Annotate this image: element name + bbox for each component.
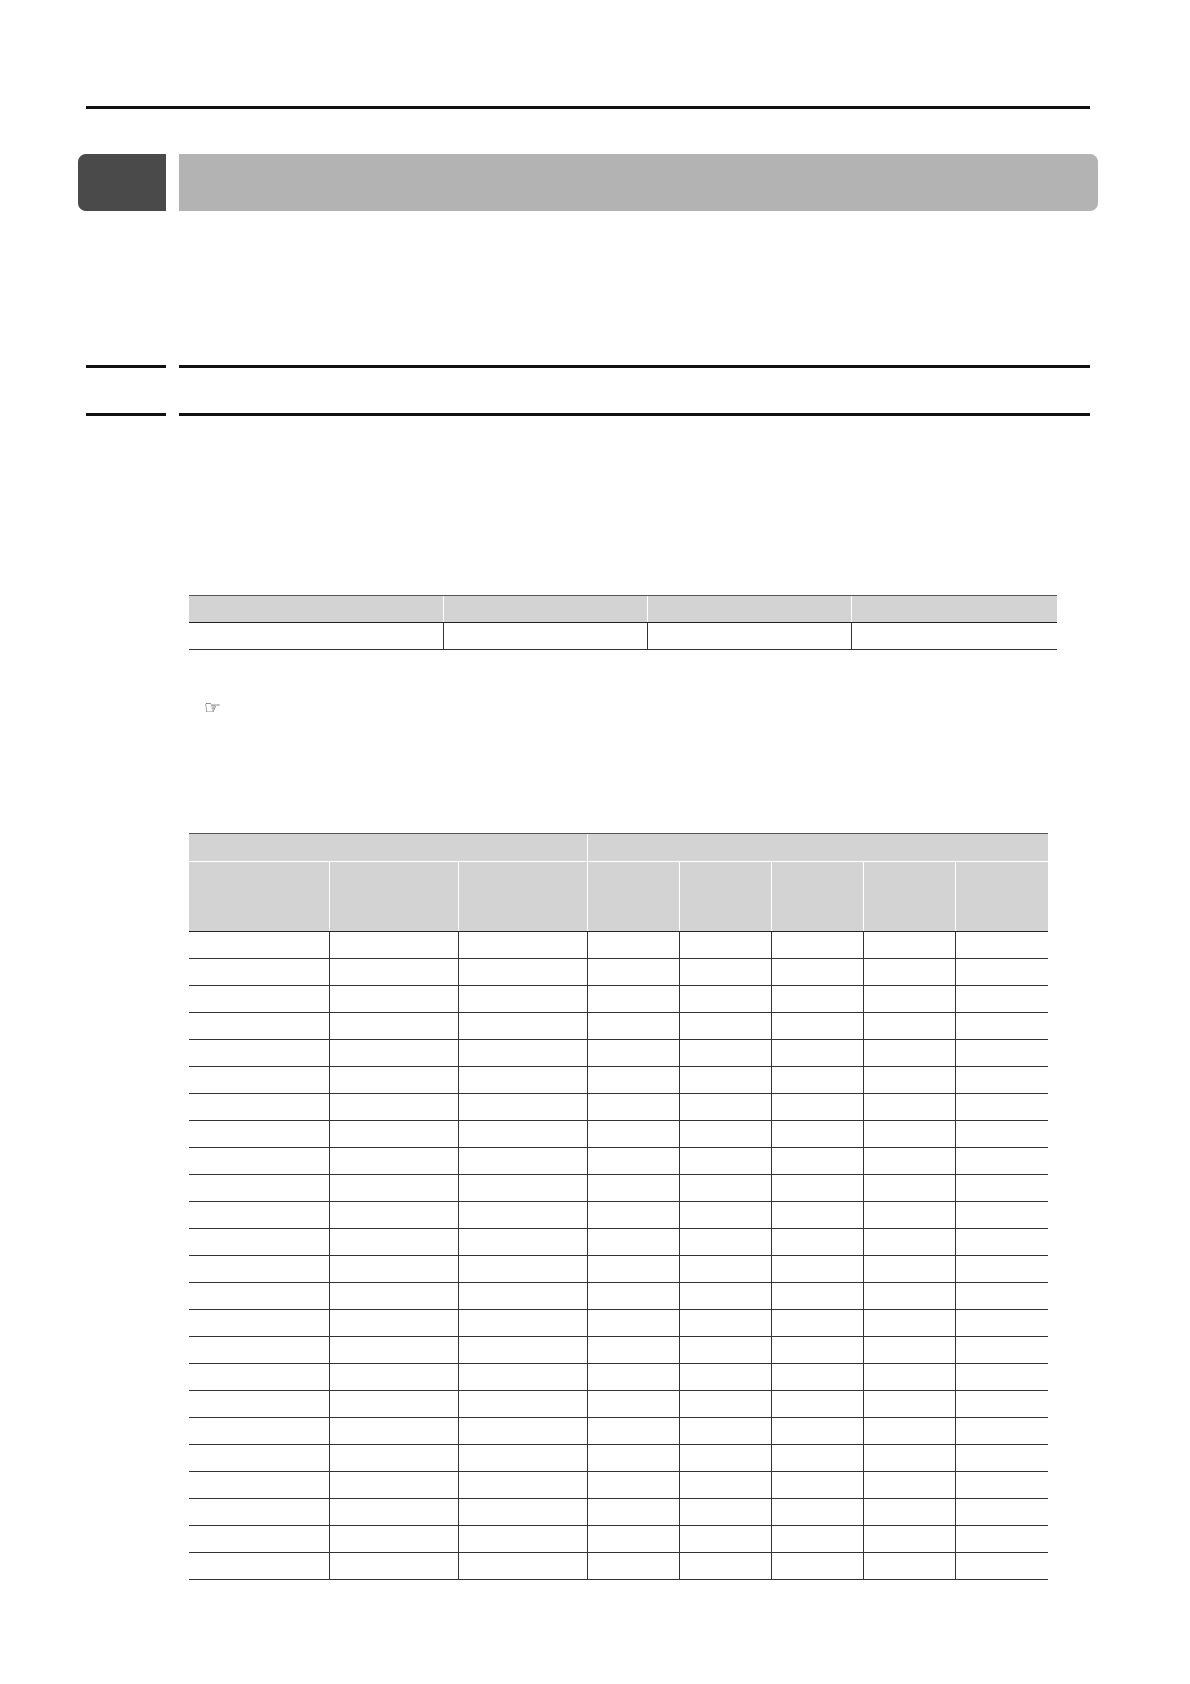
table-cell xyxy=(955,986,1048,1013)
table-cell xyxy=(955,1148,1048,1175)
table-cell xyxy=(771,1418,863,1445)
table-cell xyxy=(955,1256,1048,1283)
table-cell xyxy=(329,1553,458,1580)
table-cell xyxy=(587,1526,679,1553)
table-cell xyxy=(189,1094,329,1121)
table-cell xyxy=(329,1040,458,1067)
table-cell xyxy=(771,1445,863,1472)
table-cell xyxy=(771,1040,863,1067)
table-cell xyxy=(189,932,329,959)
table-cell xyxy=(679,1175,771,1202)
table-row xyxy=(189,1418,1048,1445)
table-cell xyxy=(771,1364,863,1391)
table-cell xyxy=(771,1499,863,1526)
table-cell xyxy=(863,1472,955,1499)
table-cell xyxy=(955,1202,1048,1229)
table-cell xyxy=(955,1013,1048,1040)
table-cell xyxy=(587,1094,679,1121)
table-cell xyxy=(863,1418,955,1445)
table-cell xyxy=(587,1283,679,1310)
table-cell xyxy=(863,1445,955,1472)
table-cell xyxy=(587,1067,679,1094)
table-row xyxy=(189,1337,1048,1364)
table-cell xyxy=(955,1337,1048,1364)
table-cell xyxy=(863,1391,955,1418)
table-cell xyxy=(189,1013,329,1040)
table-cell xyxy=(458,1418,587,1445)
table-cell xyxy=(587,1202,679,1229)
table-cell xyxy=(863,959,955,986)
table-cell xyxy=(189,1391,329,1418)
table-header-row xyxy=(189,596,1057,623)
table-cell xyxy=(955,1175,1048,1202)
table-cell xyxy=(587,1472,679,1499)
table-cell xyxy=(771,932,863,959)
table-row xyxy=(189,1499,1048,1526)
table-cell xyxy=(863,1337,955,1364)
table-cell xyxy=(587,1175,679,1202)
table-row xyxy=(189,1553,1048,1580)
table-cell xyxy=(679,1013,771,1040)
table-header-row xyxy=(189,862,1048,932)
table-cell xyxy=(329,959,458,986)
table-row xyxy=(189,986,1048,1013)
table-cell xyxy=(771,1121,863,1148)
section-rule-top xyxy=(179,365,1090,368)
table-cell xyxy=(863,1013,955,1040)
table-cell xyxy=(679,1202,771,1229)
table-row xyxy=(189,959,1048,986)
table-cell xyxy=(771,1526,863,1553)
table-cell xyxy=(955,1526,1048,1553)
table-cell xyxy=(771,1256,863,1283)
table-cell xyxy=(458,986,587,1013)
section-rule-top-left xyxy=(86,365,166,368)
table-cell xyxy=(587,1418,679,1445)
table-cell xyxy=(955,1094,1048,1121)
table-cell xyxy=(771,1229,863,1256)
table-cell xyxy=(189,1040,329,1067)
table-cell xyxy=(679,932,771,959)
table-cell xyxy=(189,1445,329,1472)
table-cell xyxy=(955,1418,1048,1445)
table-cell xyxy=(458,1391,587,1418)
table-cell xyxy=(863,1526,955,1553)
table-cell xyxy=(458,1202,587,1229)
table-cell xyxy=(587,1310,679,1337)
table-cell xyxy=(679,1418,771,1445)
table-cell xyxy=(189,1553,329,1580)
table-cell xyxy=(189,1175,329,1202)
table-cell xyxy=(458,1337,587,1364)
table-cell xyxy=(458,1526,587,1553)
table-cell xyxy=(458,1229,587,1256)
table-row xyxy=(189,1175,1048,1202)
table-cell xyxy=(863,1283,955,1310)
table-cell xyxy=(863,986,955,1013)
table-header-cell xyxy=(647,596,851,623)
table-header-cell xyxy=(955,862,1048,932)
table-cell xyxy=(329,1283,458,1310)
table-cell xyxy=(329,932,458,959)
table-cell xyxy=(679,1283,771,1310)
table-row xyxy=(189,1283,1048,1310)
table-cell xyxy=(587,1013,679,1040)
spec-table xyxy=(189,595,1057,650)
table-cell xyxy=(329,1391,458,1418)
table-cell xyxy=(955,932,1048,959)
table-cell xyxy=(863,932,955,959)
table-cell xyxy=(189,1202,329,1229)
table-row xyxy=(189,1364,1048,1391)
table-row xyxy=(189,1202,1048,1229)
table-cell xyxy=(679,959,771,986)
table-cell xyxy=(955,959,1048,986)
table-cell xyxy=(329,1472,458,1499)
table-row xyxy=(189,1013,1048,1040)
table-row xyxy=(189,932,1048,959)
table-cell xyxy=(955,1040,1048,1067)
table-cell xyxy=(458,1040,587,1067)
table-cell xyxy=(189,1121,329,1148)
table-cell xyxy=(189,1337,329,1364)
table-header-cell xyxy=(851,596,1057,623)
table-cell xyxy=(679,1526,771,1553)
table-cell xyxy=(679,1310,771,1337)
table-cell xyxy=(679,1553,771,1580)
table-header-cell xyxy=(189,596,443,623)
table-cell xyxy=(458,1148,587,1175)
table-group-header-row xyxy=(189,834,1048,862)
table-cell xyxy=(679,1040,771,1067)
table-cell xyxy=(329,1121,458,1148)
table-cell xyxy=(587,986,679,1013)
table-group-header xyxy=(587,834,1048,862)
table-cell xyxy=(771,1013,863,1040)
table-cell xyxy=(955,1391,1048,1418)
table-cell xyxy=(458,1283,587,1310)
table-cell xyxy=(329,1499,458,1526)
table-cell xyxy=(458,1553,587,1580)
table-cell xyxy=(679,1256,771,1283)
table-cell xyxy=(587,1499,679,1526)
table-cell xyxy=(679,1472,771,1499)
table-cell xyxy=(458,1364,587,1391)
table-cell xyxy=(189,1418,329,1445)
table-cell xyxy=(329,1256,458,1283)
section-rule-bottom-left xyxy=(86,413,166,416)
table-cell xyxy=(587,1337,679,1364)
table-cell xyxy=(679,1337,771,1364)
table-cell xyxy=(771,1202,863,1229)
table-row xyxy=(189,1229,1048,1256)
table-cell xyxy=(851,623,1057,650)
table-cell xyxy=(771,1175,863,1202)
table-cell xyxy=(679,1067,771,1094)
table-cell xyxy=(329,1067,458,1094)
table-cell xyxy=(955,1472,1048,1499)
table-group-header xyxy=(189,834,587,862)
table-cell xyxy=(458,1310,587,1337)
table-row xyxy=(189,1445,1048,1472)
table-cell xyxy=(587,1229,679,1256)
table-cell xyxy=(771,959,863,986)
table-cell xyxy=(771,1553,863,1580)
table-row xyxy=(189,1310,1048,1337)
table-row xyxy=(189,1472,1048,1499)
table-cell xyxy=(863,1310,955,1337)
table-cell xyxy=(189,1310,329,1337)
table-cell xyxy=(458,1445,587,1472)
table-cell xyxy=(863,1553,955,1580)
table-cell xyxy=(189,1499,329,1526)
table-cell xyxy=(329,986,458,1013)
table-cell xyxy=(587,1040,679,1067)
table-cell xyxy=(679,1148,771,1175)
table-row xyxy=(189,1094,1048,1121)
table-cell xyxy=(771,1310,863,1337)
table-cell xyxy=(679,1094,771,1121)
table-cell xyxy=(458,1013,587,1040)
table-cell xyxy=(189,1526,329,1553)
table-cell xyxy=(679,1364,771,1391)
table-cell xyxy=(771,1094,863,1121)
table-header-cell xyxy=(587,862,679,932)
table-cell xyxy=(863,1229,955,1256)
table-cell xyxy=(955,1310,1048,1337)
table-cell xyxy=(955,1121,1048,1148)
table-cell xyxy=(189,1364,329,1391)
table-cell xyxy=(329,1364,458,1391)
table-row xyxy=(189,1040,1048,1067)
table-cell xyxy=(458,1094,587,1121)
table-cell xyxy=(955,1553,1048,1580)
table-cell xyxy=(189,986,329,1013)
table-cell xyxy=(771,1067,863,1094)
table-cell xyxy=(189,623,443,650)
table-cell xyxy=(955,1499,1048,1526)
table-cell xyxy=(863,1148,955,1175)
table-header-cell xyxy=(329,862,458,932)
table-cell xyxy=(458,959,587,986)
table-row xyxy=(189,1391,1048,1418)
table-cell xyxy=(587,932,679,959)
table-header-cell xyxy=(679,862,771,932)
table-cell xyxy=(458,1121,587,1148)
table-cell xyxy=(189,1472,329,1499)
table-cell xyxy=(863,1202,955,1229)
table-cell xyxy=(587,1445,679,1472)
table-row xyxy=(189,623,1057,650)
table-cell xyxy=(771,986,863,1013)
chapter-title-bar xyxy=(179,154,1098,211)
table-header-cell xyxy=(863,862,955,932)
page-header-rule xyxy=(86,106,1090,109)
table-cell xyxy=(771,1391,863,1418)
table-cell xyxy=(771,1337,863,1364)
table-cell xyxy=(863,1094,955,1121)
table-row xyxy=(189,1148,1048,1175)
table-cell xyxy=(329,1094,458,1121)
section-rule-bottom xyxy=(179,413,1090,416)
table-cell xyxy=(955,1067,1048,1094)
table-cell xyxy=(329,1013,458,1040)
table-cell xyxy=(458,1472,587,1499)
table-cell xyxy=(189,1148,329,1175)
table-cell xyxy=(587,959,679,986)
table-cell xyxy=(679,1445,771,1472)
table-header-cell xyxy=(189,862,329,932)
table-cell xyxy=(458,1175,587,1202)
chapter-number-block xyxy=(78,154,166,211)
table-cell xyxy=(679,1121,771,1148)
table-cell xyxy=(771,1472,863,1499)
table-cell xyxy=(329,1175,458,1202)
table-cell xyxy=(863,1121,955,1148)
table-cell xyxy=(955,1229,1048,1256)
table-cell xyxy=(458,932,587,959)
table-cell xyxy=(329,1337,458,1364)
table-cell xyxy=(955,1445,1048,1472)
table-cell xyxy=(329,1310,458,1337)
table-cell xyxy=(955,1364,1048,1391)
table-cell xyxy=(329,1445,458,1472)
pointing-hand-icon: ☞ xyxy=(204,697,222,719)
table-cell xyxy=(587,1553,679,1580)
table-header-cell xyxy=(458,862,587,932)
table-cell xyxy=(679,986,771,1013)
table-cell xyxy=(329,1148,458,1175)
table-cell xyxy=(189,1229,329,1256)
table-cell xyxy=(189,959,329,986)
table-cell xyxy=(863,1499,955,1526)
table-cell xyxy=(189,1256,329,1283)
table-cell xyxy=(329,1526,458,1553)
table-cell xyxy=(587,1148,679,1175)
table-row xyxy=(189,1067,1048,1094)
data-table xyxy=(189,833,1048,1580)
table-cell xyxy=(679,1391,771,1418)
table-cell xyxy=(458,1067,587,1094)
table-cell xyxy=(587,1364,679,1391)
table-cell xyxy=(587,1121,679,1148)
table-cell xyxy=(771,1148,863,1175)
table-cell xyxy=(863,1364,955,1391)
table-cell xyxy=(863,1067,955,1094)
table-row xyxy=(189,1526,1048,1553)
table-cell xyxy=(679,1499,771,1526)
table-cell xyxy=(647,623,851,650)
table-cell xyxy=(955,1283,1048,1310)
table-cell xyxy=(189,1067,329,1094)
table-cell xyxy=(458,1256,587,1283)
table-cell xyxy=(771,1283,863,1310)
table-cell xyxy=(863,1256,955,1283)
table-header-cell xyxy=(771,862,863,932)
table-cell xyxy=(679,1229,771,1256)
table-cell xyxy=(443,623,647,650)
table-cell xyxy=(863,1040,955,1067)
table-row xyxy=(189,1121,1048,1148)
section-title xyxy=(179,372,1090,408)
table-header-cell xyxy=(443,596,647,623)
table-cell xyxy=(329,1202,458,1229)
table-cell xyxy=(587,1256,679,1283)
table-cell xyxy=(189,1283,329,1310)
table-cell xyxy=(863,1175,955,1202)
table-cell xyxy=(329,1418,458,1445)
table-cell xyxy=(329,1229,458,1256)
table-row xyxy=(189,1256,1048,1283)
table-cell xyxy=(458,1499,587,1526)
table-cell xyxy=(587,1391,679,1418)
